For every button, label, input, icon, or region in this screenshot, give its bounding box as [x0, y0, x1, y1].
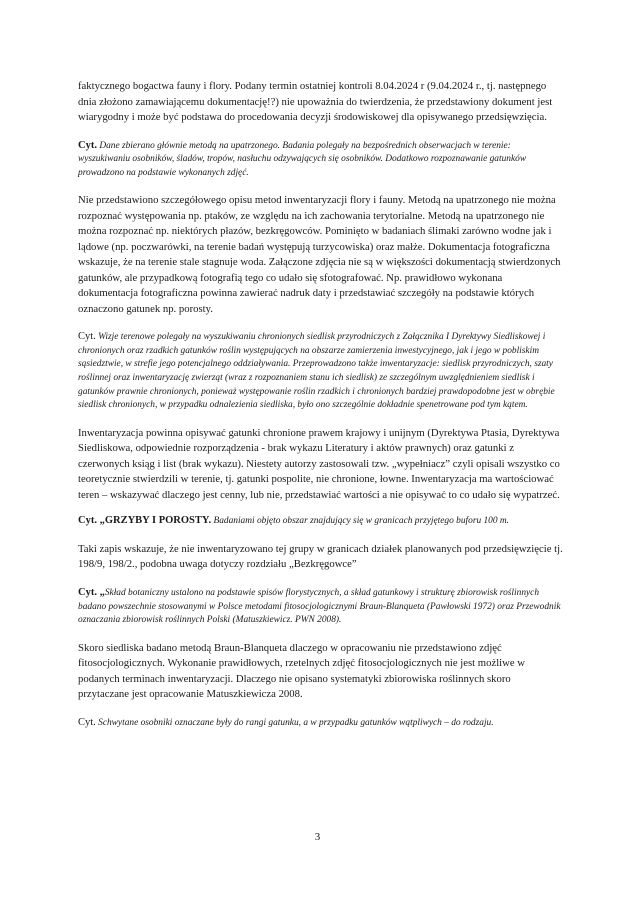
quote-paragraph	[78, 139, 564, 181]
quote-text: Wizje terenowe polegały na wyszukiwaniu chronionych siedlisk przyrodniczych z Załącznika I Dyrektywy Siedliskowej i chronionych oraz rzadkich gatunków roślin występujących na obszarze zamierzenia inwestycyjnego, jak i jego w pobliskim sąsiedztwie, w strefie jego potencjalnego oddziaływania. Przeprowadzono także inwentaryzacje: siedlisk przyrodniczych, szaty roślinnej oraz inwentaryzację zwierząt (wraz z rozpoznaniem stanu ich siedlisk) ze szczególnym uwzględnieniem siedlisk i gatunków prawnie chronionych, ponieważ występowanie roślin rzadkich i chronionych bardziej prawdopodobne jest w obrębie siedlisk chronionych, w przypadku odnalezienia siedliska, było ono szczególnie dokładnie spenetrowane pod tym kątem.	[78, 332, 555, 411]
paragraph: Taki zapis wskazuje, że nie inwentaryzowano tej grupy w granicach działek planowanych pod przedsięwzięcie tj. 198/9, 198/2., podobna uwaga dotyczy rozdziału „Bezkręgowce”	[78, 542, 563, 571]
quote-text: Badaniami objęto obszar znajdujący się w granicach przyjętego buforu 100 m.	[213, 516, 510, 527]
quote-paragraph	[78, 514, 564, 529]
quote-text: Skład botaniczny ustalono na podstawie spisów florystycznych, a skład gatunkowy i strukturę zbiorowisk roślinnych badano powszechnie stosowanymi w Polsce metodami fitosocjologicznymi Braun-Blanqueta (Pawłowski 1972) oraz Przewodnik oznaczania zbiorowisk roślinnych Polski (Matuszkiewicz. PWN 2008).	[78, 587, 561, 626]
quote-text: Schwytane osobniki oznaczane były do rangi gatunku, a w przypadku gatunków wątpliwych – do rodzaju.	[98, 717, 494, 728]
paragraph: Inwentaryzacja powinna opisywać gatunki chronione prawem krajowy i unijnym (Dyrektywa Ptasia, Dyrektywa Siedliskowa, odpowiednie rozporządzenia - brak wykazu Literatury i aktów prawnych) oraz gatunki z czerwonych ksiąg i list (brak wykazu). Niestety autorzy zastosowali tzw. „wypełniacz” czyli opisali wszystko co teoretycznie stwierdzili w terenie, tj. gatunki pospolite, nie chronione, łowne. Inwentaryzacja ma wartościować teren – wskazywać dlaczego jest cenny, lub nie, przedstawiać wartości a nie opisywać to co udało się wypatrzeć.	[78, 426, 560, 501]
quote-tag: Cyt. „	[78, 586, 105, 598]
page-content	[78, 79, 564, 730]
page-number: 3	[314, 831, 321, 843]
quote-paragraph	[78, 330, 564, 413]
quote-tag: Cyt.	[78, 139, 97, 151]
quote-tag: Cyt.	[78, 331, 96, 343]
paragraph: faktycznego bogactwa fauny i flory. Podany termin ostatniej kontroli 8.04.2024 r (9.04.2024 r., tj. następnego dnia złożono zamawiającemu dokumentację!?) nie upoważnia do twierdzenia, że przedstawiony dokument jest wiarygodny i może być podstawa do procedowania decyzji środowiskowej dla opisywanego przedsięwzięcia.	[78, 80, 553, 123]
paragraph: Skoro siedliska badano metodą Braun-Blanqueta dlaczego w opracowaniu nie przedstawiono zdjęć fitosocjologicznych. Wykonanie prawidłowych, rzetelnych zdjęć fitosocjologicznych nie jest możliwe w podanych terminach inwentaryzacji. Dlaczego nie opisano systematyki zbiorowiska roślinnych skoro przytaczane jest opracowanie Matuszkiewicza 2008.	[78, 641, 526, 701]
quote-tag: Cyt. „GRZYBY I POROSTY.	[78, 515, 212, 527]
quote-text: Dane zbierano głównie metodą na upatrzonego. Badania polegały na bezpośrednich obserwacjach w terenie: wyszukiwaniu osobników, śladów, tropów, nasłuchu odzywających się osobników. Dodatkowo rozpoznawanie gatunków prowadzono na podstawie wykonanych zdjęć.	[78, 140, 527, 178]
paragraph: Nie przedstawiono szczegółowego opisu metod inwentaryzacji flory i fauny. Metodą na upatrzonego nie można rozpoznać występowania np. ptaków, ze względu na ich zachowania terytorialne. Metodą na upatrzonego nie można rozpoznać np. niektórych płazów, bezkręgowców. Pominięto w badaniach ślimaki zarówno wodne jak i lądowe (np. poczwarówki, na terenie badań występują turzycowiska) oraz małże. Dokumentacja fotograficzna wskazuje, że na terenie stale stagnuje woda. Załączone zdjęcia nie są w większości dokumentacją stwierdzonych gatunków, ale przypadkową fotografią tego co udało się sfotografować. Np. prawidłowo wykonana dokumentacja fotograficzna powinna zawierać nadruk daty i przedstawiać szczegóły na podstawie których oznaczono gatunek np. porosty.	[78, 194, 561, 315]
quote-tag: Cyt.	[78, 716, 96, 728]
quote-paragraph	[78, 716, 564, 731]
quote-paragraph	[78, 586, 564, 628]
